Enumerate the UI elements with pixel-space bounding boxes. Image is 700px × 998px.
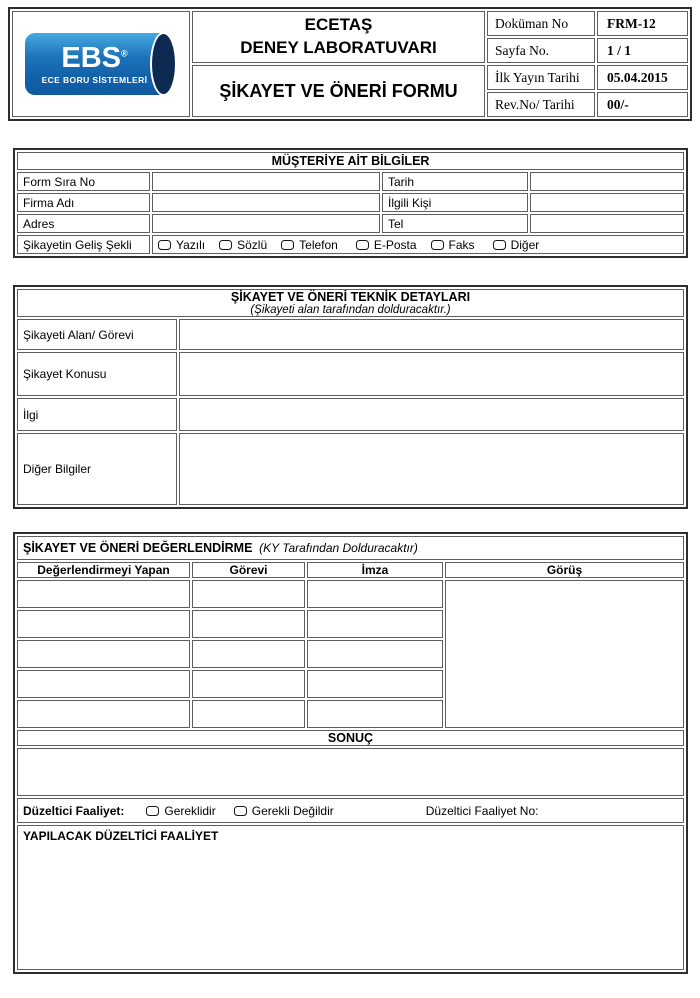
- arrival-option-telefon[interactable]: Telefon: [281, 238, 338, 252]
- technical-details-subtitle: (Şikayeti alan tarafından dolduracaktır.): [250, 304, 451, 316]
- arrival-options-cell: [152, 235, 684, 254]
- evaluation-title-note: (KY Tarafından Dolduracaktır): [259, 541, 418, 555]
- checkbox-icon: [158, 240, 171, 250]
- header-table: [8, 7, 692, 121]
- evaluator-name-input[interactable]: [17, 610, 190, 638]
- sikayeti-alan-label: Şikayeti Alan/ Görevi: [17, 319, 177, 350]
- first-issue-date-label: İlk Yayın Tarihi: [487, 65, 595, 90]
- arrival-option-diger[interactable]: Diğer: [493, 238, 540, 252]
- checkbox-icon: [356, 240, 369, 250]
- diger-bilgiler-input[interactable]: [179, 433, 684, 505]
- page-no-label: Sayfa No.: [487, 38, 595, 63]
- adres-label: Adres: [17, 214, 150, 233]
- ilgili-kisi-input[interactable]: [530, 193, 684, 212]
- evaluator-role-input[interactable]: [192, 670, 305, 698]
- checkbox-icon: [146, 806, 159, 816]
- company-line1: ECETAŞ: [304, 15, 373, 35]
- rev-no-value: 00/-: [597, 92, 688, 117]
- sonuc-title: SONUÇ: [17, 730, 684, 746]
- evaluator-signature-input[interactable]: [307, 580, 443, 608]
- evaluator-role-input[interactable]: [192, 610, 305, 638]
- evaluation-title: ŞİKAYET VE ÖNERİ DEĞERLENDİRME: [23, 541, 253, 555]
- customer-info-table: [13, 148, 688, 258]
- customer-info-title: MÜŞTERİYE AİT BİLGİLER: [17, 152, 684, 170]
- sikayet-konusu-input[interactable]: [179, 352, 684, 396]
- arrival-option-faks[interactable]: Faks: [431, 238, 475, 252]
- technical-details-table: [13, 285, 688, 509]
- adres-input[interactable]: [152, 214, 380, 233]
- company-logo: [12, 11, 190, 117]
- firma-adi-label: Firma Adı: [17, 193, 150, 212]
- sonuc-input[interactable]: [17, 748, 684, 796]
- doc-no-label: Doküman No: [487, 11, 595, 36]
- tarih-input[interactable]: [530, 172, 684, 191]
- diger-bilgiler-label: Diğer Bilgiler: [17, 433, 177, 505]
- firma-adi-input[interactable]: [152, 193, 380, 212]
- corrective-action-row: [17, 798, 684, 823]
- evaluation-title-cell: [17, 536, 684, 560]
- rev-no-label: Rev.No/ Tarihi: [487, 92, 595, 117]
- evaluator-signature-input[interactable]: [307, 640, 443, 668]
- col-imza: İmza: [307, 562, 443, 578]
- logo-abbr: EBS: [61, 41, 121, 74]
- checkbox-icon: [431, 240, 444, 250]
- ilgili-kisi-label: İlgili Kişi: [382, 193, 528, 212]
- registered-mark: ®: [121, 47, 128, 58]
- arrival-option-yazili[interactable]: Yazılı: [158, 238, 205, 252]
- yapilacak-duzeltici-faaliyet-input[interactable]: [17, 825, 684, 970]
- ilgi-label: İlgi: [17, 398, 177, 431]
- evaluator-signature-input[interactable]: [307, 670, 443, 698]
- evaluator-name-input[interactable]: [17, 700, 190, 728]
- tel-label: Tel: [382, 214, 528, 233]
- form-sira-no-label: Form Sıra No: [17, 172, 150, 191]
- arrival-option-sozlu[interactable]: Sözlü: [219, 238, 267, 252]
- corrective-option-gerekli-degildir[interactable]: Gerekli Değildir: [234, 804, 334, 818]
- page-no-value: 1 / 1: [597, 38, 688, 63]
- sikayeti-alan-input[interactable]: [179, 319, 684, 350]
- corrective-action-label: Düzeltici Faaliyet:: [23, 803, 125, 818]
- checkbox-icon: [219, 240, 232, 250]
- checkbox-icon: [493, 240, 506, 250]
- sikayet-konusu-label: Şikayet Konusu: [17, 352, 177, 396]
- tel-input[interactable]: [530, 214, 684, 233]
- evaluator-role-input[interactable]: [192, 700, 305, 728]
- first-issue-date-value: 05.04.2015: [597, 65, 688, 90]
- evaluator-role-input[interactable]: [192, 580, 305, 608]
- evaluator-signature-input[interactable]: [307, 700, 443, 728]
- checkbox-icon: [234, 806, 247, 816]
- evaluator-name-input[interactable]: [17, 670, 190, 698]
- evaluator-name-input[interactable]: [17, 580, 190, 608]
- evaluator-role-input[interactable]: [192, 640, 305, 668]
- arrival-option-eposta[interactable]: E-Posta: [356, 238, 417, 252]
- col-gorevi: Görevi: [192, 562, 305, 578]
- checkbox-icon: [281, 240, 294, 250]
- logo-subtitle: ECE BORU SİSTEMLERİ: [41, 74, 148, 85]
- tarih-label: Tarih: [382, 172, 528, 191]
- evaluator-signature-input[interactable]: [307, 610, 443, 638]
- technical-details-title: ŞİKAYET VE ÖNERİ TEKNİK DETAYLARI (Şikayeti alan tarafından dolduracaktır.): [17, 289, 684, 317]
- company-name: [192, 11, 485, 63]
- evaluation-table: [13, 532, 688, 974]
- company-line2: DENEY LABORATUVARI: [240, 38, 437, 57]
- corrective-option-gereklidir[interactable]: Gereklidir: [146, 804, 215, 818]
- doc-no-value: FRM-12: [597, 11, 688, 36]
- evaluator-name-input[interactable]: [17, 640, 190, 668]
- form-sira-no-input[interactable]: [152, 172, 380, 191]
- corrective-action-no-label: Düzeltici Faaliyet No:: [425, 803, 539, 818]
- col-gorus: Görüş: [445, 562, 684, 578]
- arrival-type-label: Şikayetin Geliş Şekli: [17, 235, 150, 254]
- yapilacak-duzeltici-faaliyet-title: YAPILACAK DÜZELTİCİ FAALİYET: [23, 829, 219, 843]
- col-degerlendirmeyi-yapan: Değerlendirmeyi Yapan: [17, 562, 190, 578]
- ilgi-input[interactable]: [179, 398, 684, 431]
- gorus-input[interactable]: [445, 580, 684, 728]
- form-title: ŞİKAYET VE ÖNERİ FORMU: [192, 65, 485, 117]
- ebs-logo: [25, 25, 177, 103]
